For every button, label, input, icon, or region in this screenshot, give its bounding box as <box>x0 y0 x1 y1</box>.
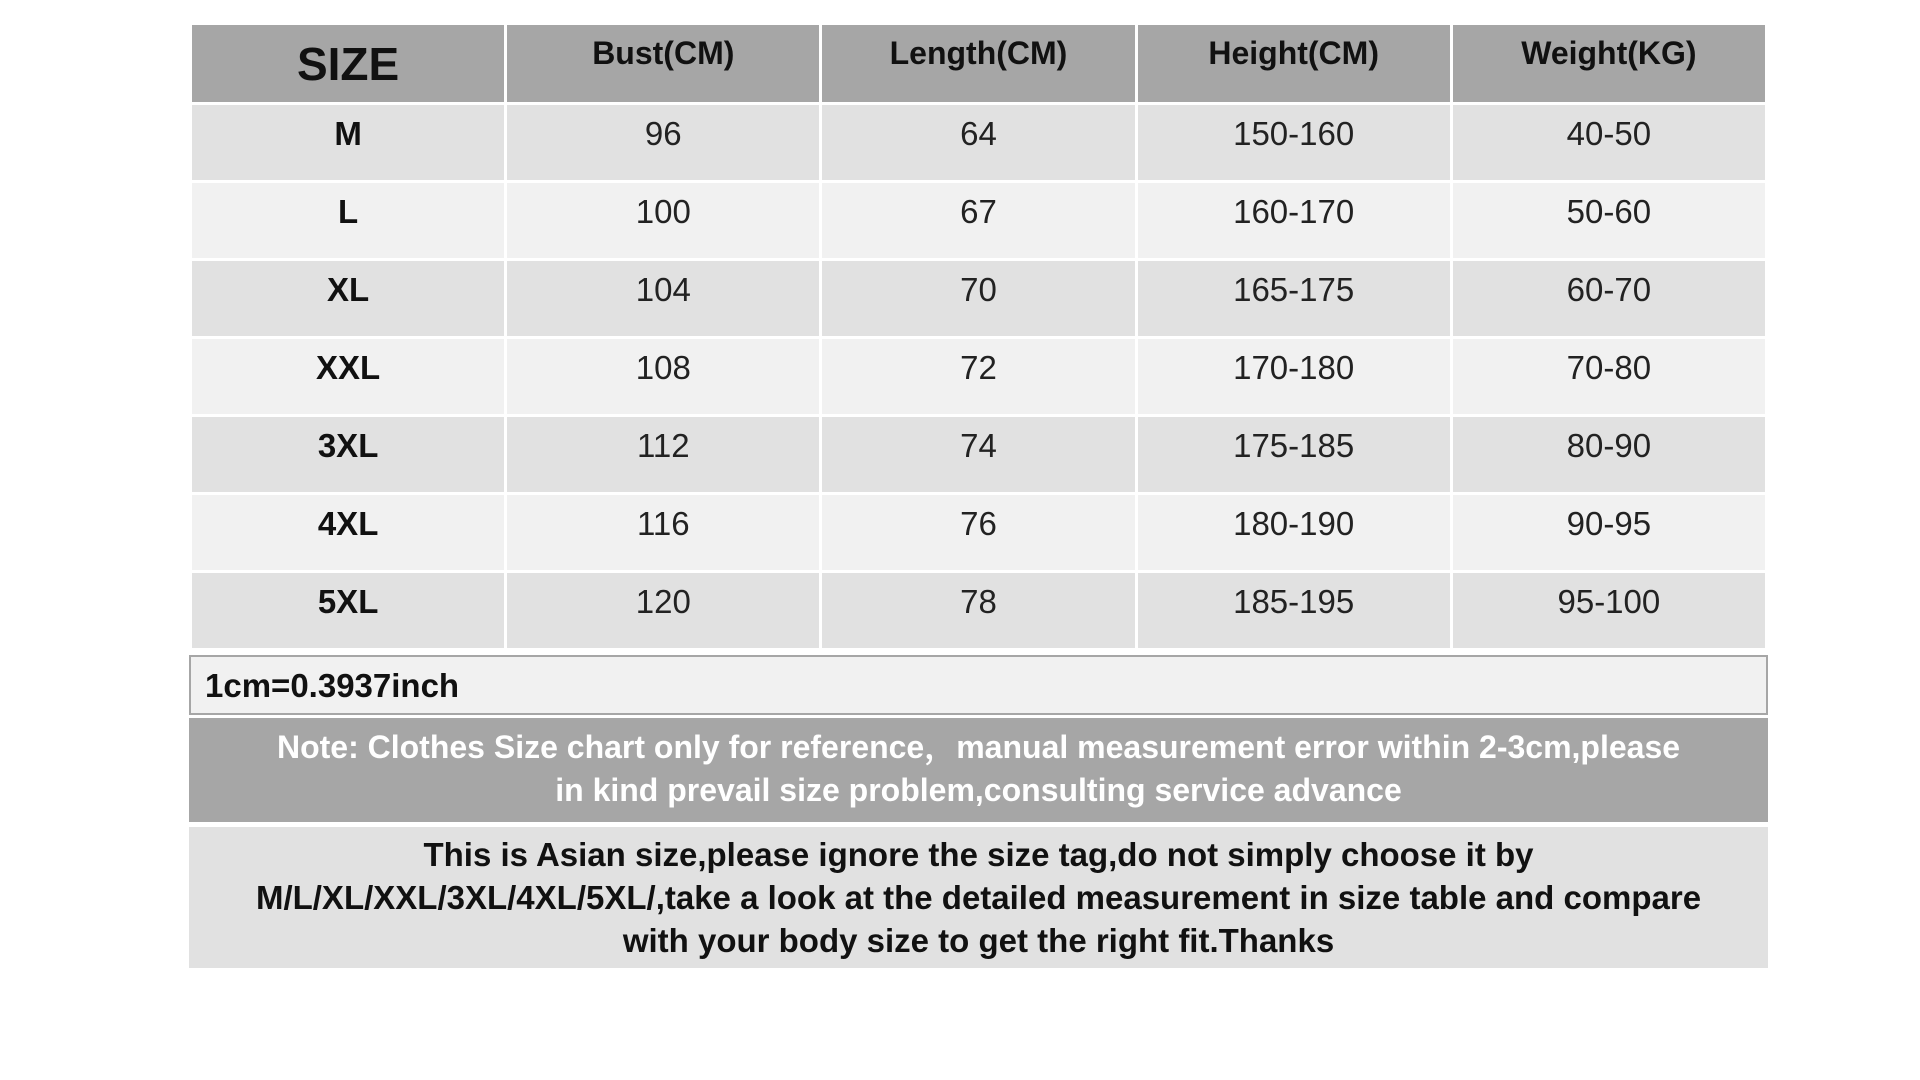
height-cell: 150-160 <box>1136 104 1451 182</box>
notice-line: M/L/XL/XXL/3XL/4XL/5XL/,take a look at the detailed measurement in size table and compare <box>255 879 1702 916</box>
table-row <box>191 338 1767 416</box>
size-cell: M <box>191 104 506 182</box>
table-header-row <box>191 24 1767 104</box>
asian-size-notice <box>189 827 1768 968</box>
height-cell: 160-170 <box>1136 182 1451 260</box>
table-row <box>191 260 1767 338</box>
height-cell: 165-175 <box>1136 260 1451 338</box>
length-cell: 74 <box>821 416 1136 494</box>
size-cell: L <box>191 182 506 260</box>
header-weight: Weight(KG) <box>1451 24 1766 104</box>
table-row <box>191 572 1767 650</box>
height-cell: 180-190 <box>1136 494 1451 572</box>
length-cell: 70 <box>821 260 1136 338</box>
size-cell: 4XL <box>191 494 506 572</box>
height-cell: 170-180 <box>1136 338 1451 416</box>
bust-cell: 104 <box>506 260 821 338</box>
bust-cell: 100 <box>506 182 821 260</box>
length-cell: 76 <box>821 494 1136 572</box>
note-line: Note: Clothes Size chart only for reference，manual measurement error within 2-3cm,please <box>276 729 1681 765</box>
reference-note <box>189 718 1768 822</box>
size-cell: XXL <box>191 338 506 416</box>
weight-cell: 95-100 <box>1451 572 1766 650</box>
length-cell: 67 <box>821 182 1136 260</box>
weight-cell: 80-90 <box>1451 416 1766 494</box>
header-bust: Bust(CM) <box>506 24 821 104</box>
note-line: in kind prevail size problem,consulting service advance <box>555 772 1402 808</box>
bust-cell: 108 <box>506 338 821 416</box>
table-row <box>191 494 1767 572</box>
header-length: Length(CM) <box>821 24 1136 104</box>
size-chart <box>189 22 1768 968</box>
size-table <box>189 22 1768 651</box>
length-cell: 64 <box>821 104 1136 182</box>
height-cell: 175-185 <box>1136 416 1451 494</box>
header-size: SIZE <box>191 24 506 104</box>
weight-cell: 40-50 <box>1451 104 1766 182</box>
table-row <box>191 416 1767 494</box>
table-row <box>191 182 1767 260</box>
weight-cell: 50-60 <box>1451 182 1766 260</box>
size-cell: XL <box>191 260 506 338</box>
size-cell: 5XL <box>191 572 506 650</box>
bust-cell: 116 <box>506 494 821 572</box>
bust-cell: 112 <box>506 416 821 494</box>
length-cell: 78 <box>821 572 1136 650</box>
weight-cell: 90-95 <box>1451 494 1766 572</box>
header-height: Height(CM) <box>1136 24 1451 104</box>
weight-cell: 70-80 <box>1451 338 1766 416</box>
height-cell: 185-195 <box>1136 572 1451 650</box>
table-row <box>191 104 1767 182</box>
unit-conversion: 1cm=0.3937inch <box>189 655 1768 715</box>
bust-cell: 96 <box>506 104 821 182</box>
size-cell: 3XL <box>191 416 506 494</box>
bust-cell: 120 <box>506 572 821 650</box>
weight-cell: 60-70 <box>1451 260 1766 338</box>
notice-line: This is Asian size,please ignore the size tag,do not simply choose it by <box>423 836 1534 873</box>
length-cell: 72 <box>821 338 1136 416</box>
notice-line: with your body size to get the right fit.Thanks <box>622 922 1335 959</box>
